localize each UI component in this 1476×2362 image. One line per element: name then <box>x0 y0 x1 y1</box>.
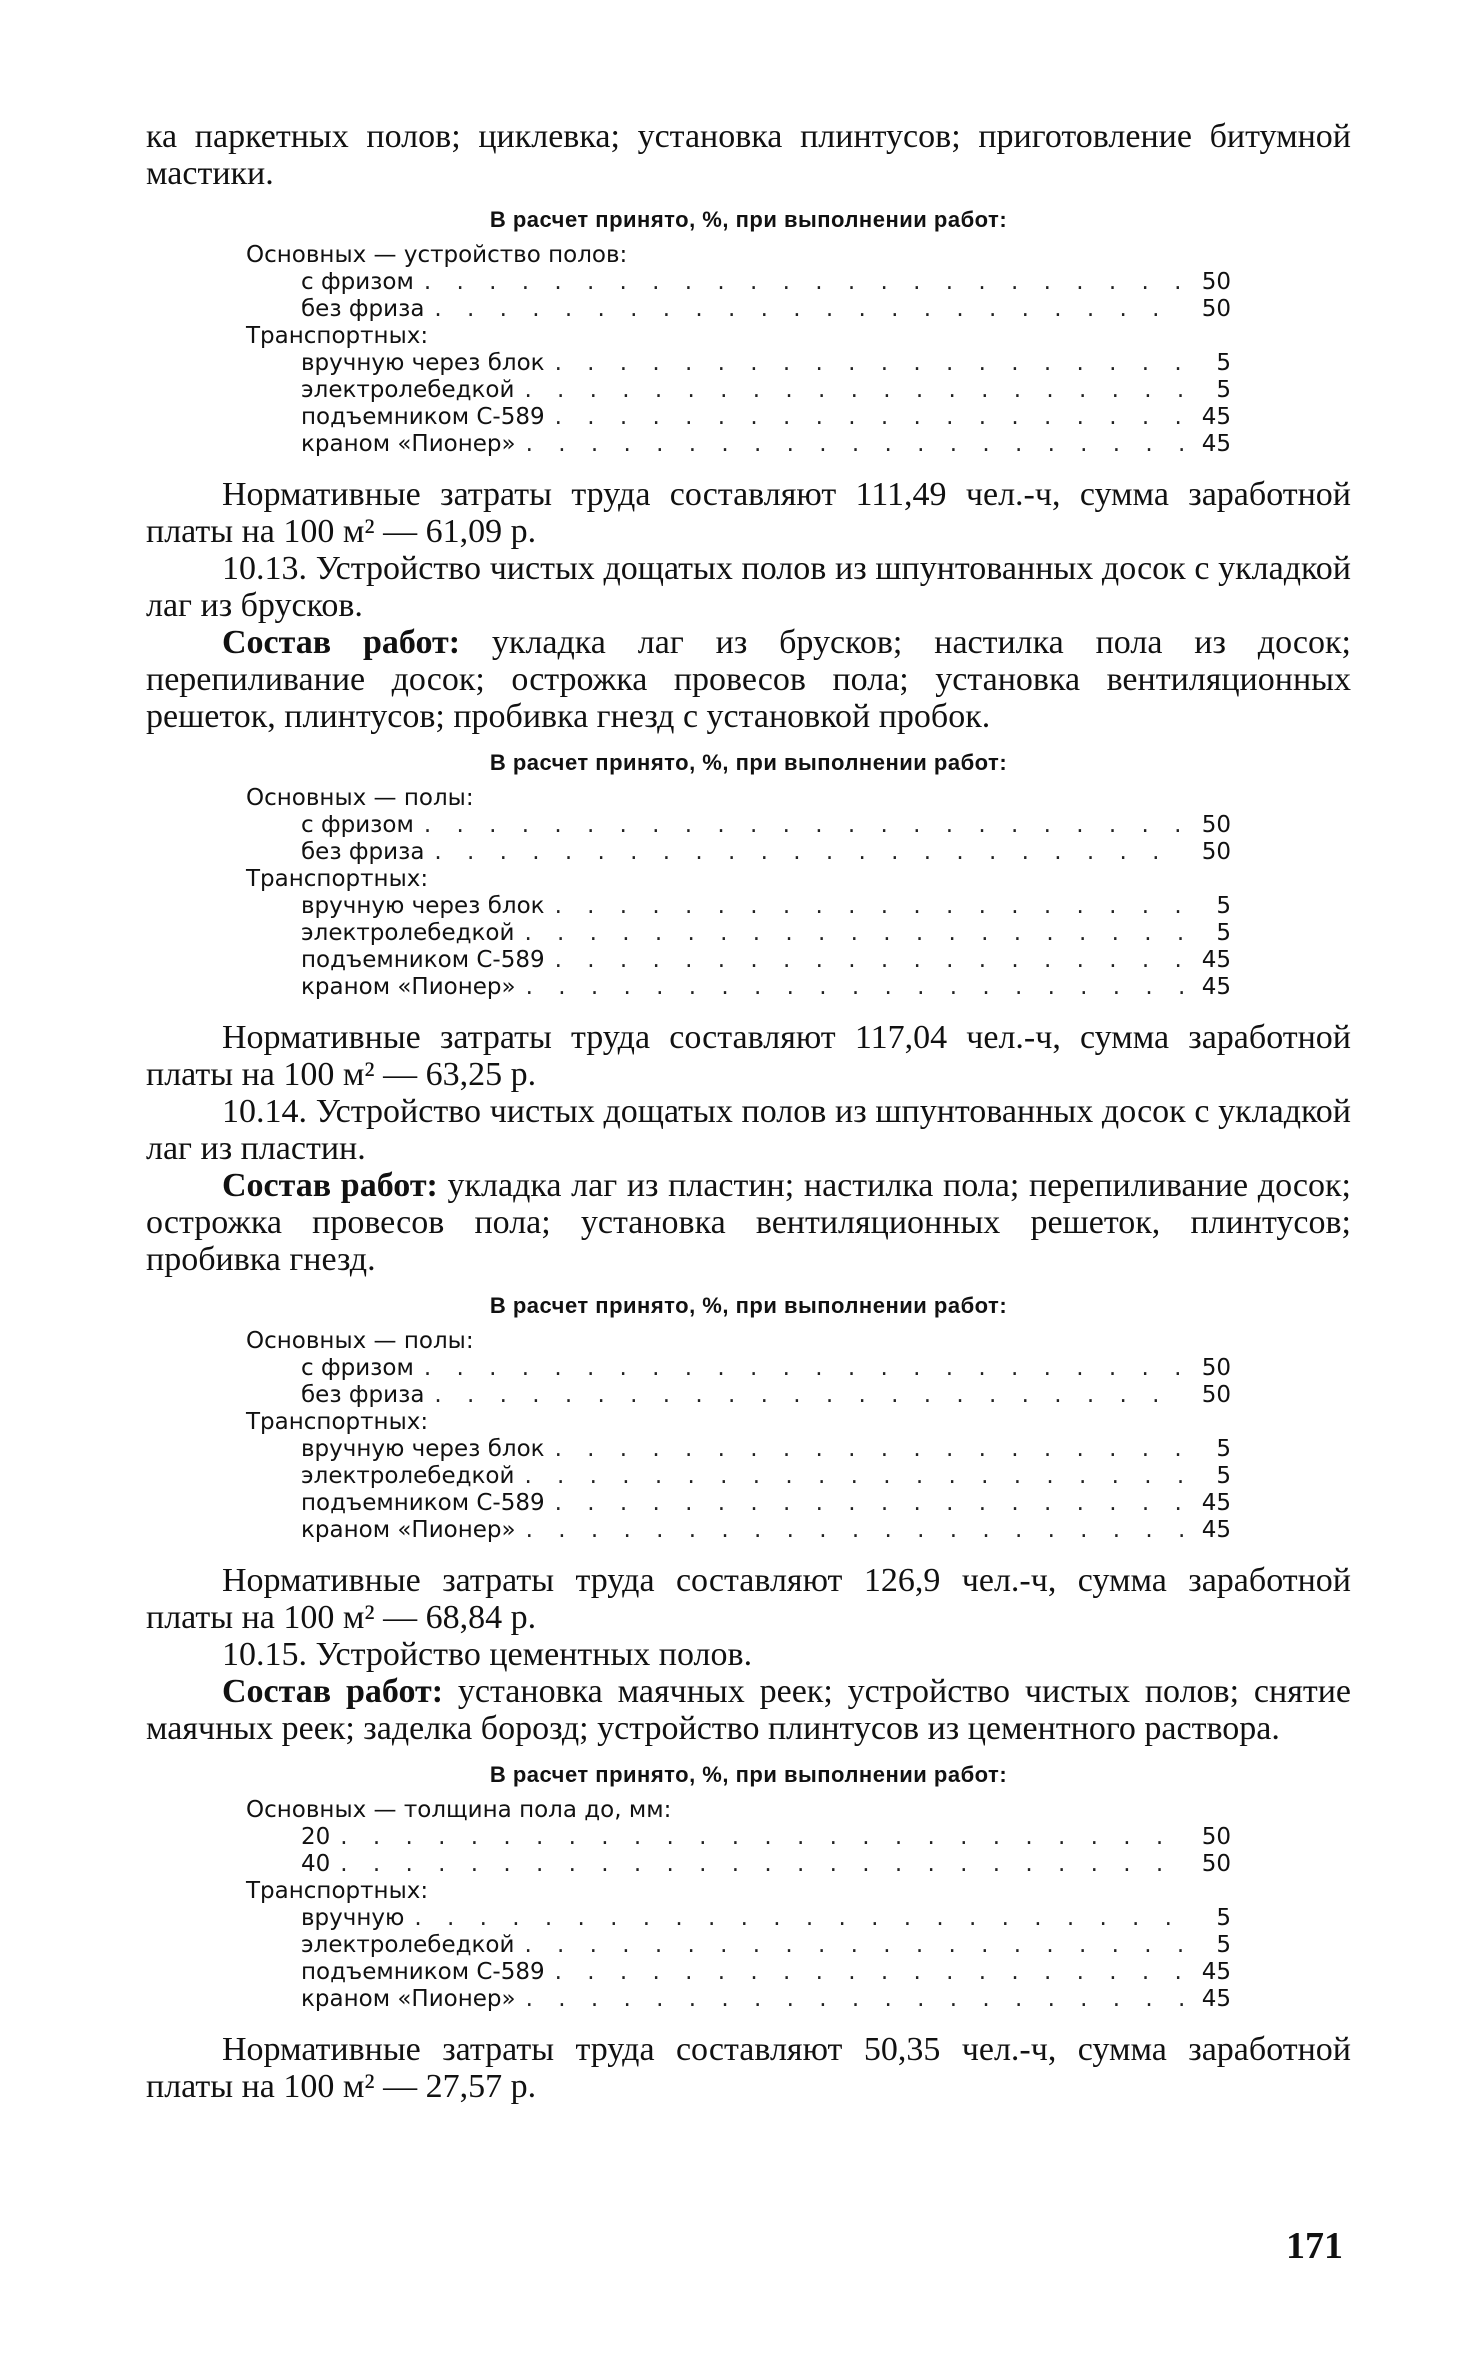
table-row: электролебедкой . . . 5 <box>246 1463 1231 1490</box>
transport-group-label: Транспортных: <box>246 866 429 892</box>
main-group-label: Основных — полы: <box>246 1328 474 1354</box>
page-content <box>146 118 1351 2105</box>
table-row: вручную через блок . . . 5 <box>246 350 1231 377</box>
table-row: 40 . . . 50 <box>246 1851 1231 1878</box>
main-group-label: Основных — толщина пола до, мм: <box>246 1797 672 1823</box>
table-row: с фризом . . . 50 <box>246 269 1231 296</box>
section-10-15-work: Состав работ: установка маячных реек; устройство чистых полов; снятие маячных реек; заделка борозд; устройство плинтусов из цементного раствора. <box>146 1673 1351 1747</box>
table-row: электролебедкой . . . 5 <box>246 920 1231 947</box>
transport-group-label: Транспортных: <box>246 1878 429 1904</box>
table-row: подъемником С-589 . . . 45 <box>246 1490 1231 1517</box>
table-row: подъемником С-589 . . . 45 <box>246 947 1231 974</box>
table-header: В расчет принято, %, при выполнении работ: <box>489 1293 1008 1318</box>
norm-paragraph-1: Нормативные затраты труда составляют 111,49 чел.-ч, сумма заработной платы на 100 м² — 61,09 р. <box>146 476 1351 550</box>
work-distribution-table-2 <box>146 749 1351 1001</box>
table-row: подъемником С-589 . . . 45 <box>246 1959 1231 1986</box>
table-row: краном «Пионер» . . . 45 <box>246 1986 1231 2013</box>
work-distribution-table-4 <box>146 1761 1351 2013</box>
table-row: 20 . . . 50 <box>246 1824 1231 1851</box>
table-header: В расчет принято, %, при выполнении работ: <box>489 207 1008 232</box>
work-distribution-table-1 <box>146 206 1351 458</box>
section-10-15-title: 10.15. Устройство цементных полов. <box>222 1636 753 1673</box>
table-row: без фриза . . . 50 <box>246 1382 1231 1409</box>
section-10-14-title: 10.14. Устройство чистых дощатых полов из шпунтованных досок с укладкой лаг из пластин. <box>146 1093 1351 1167</box>
transport-group-label: Транспортных: <box>246 1409 429 1435</box>
table-row: подъемником С-589 . . . 45 <box>246 404 1231 431</box>
table-row: вручную . . . 5 <box>246 1905 1231 1932</box>
transport-group-label: Транспортных: <box>246 323 429 349</box>
norm-paragraph-4: Нормативные затраты труда составляют 50,35 чел.-ч, сумма заработной платы на 100 м² — 27,57 р. <box>146 2031 1351 2105</box>
table-row: с фризом . . . 50 <box>246 812 1231 839</box>
norm-paragraph-2: Нормативные затраты труда составляют 117,04 чел.-ч, сумма заработной платы на 100 м² — 63,25 р. <box>146 1019 1351 1093</box>
main-group-label: Основных — полы: <box>246 785 474 811</box>
table-header: В расчет принято, %, при выполнении работ: <box>489 1762 1008 1787</box>
norm-paragraph-3: Нормативные затраты труда составляют 126,9 чел.-ч, сумма заработной платы на 100 м² — 68,84 р. <box>146 1562 1351 1636</box>
table-header: В расчет принято, %, при выполнении работ: <box>489 750 1008 775</box>
table-row: электролебедкой . . . 5 <box>246 1932 1231 1959</box>
section-10-14-work: Состав работ: укладка лаг из пластин; настилка пола; перепиливание досок; острожка провесов пола; установка вентиляционных решеток, плинтусов; пробивка гнезд. <box>146 1167 1351 1278</box>
table-row: вручную через блок . . . 5 <box>246 1436 1231 1463</box>
work-distribution-table-3 <box>146 1292 1351 1544</box>
intro-paragraph: ка паркетных полов; циклевка; установка плинтусов; приготовление битумной мастики. <box>146 118 1351 192</box>
table-row: без фриза . . . 50 <box>246 296 1231 323</box>
section-10-13-title: 10.13. Устройство чистых дощатых полов из шпунтованных досок с укладкой лаг из брусков. <box>146 550 1351 624</box>
table-row: краном «Пионер» . . . 45 <box>246 974 1231 1001</box>
table-row: вручную через блок . . . 5 <box>246 893 1231 920</box>
section-10-13-work: Состав работ: укладка лаг из брусков; настилка пола из досок; перепиливание досок; острожка провесов пола; установка вентиляционных решеток, плинтусов; пробивка гнезд с установкой пробок. <box>146 624 1351 735</box>
table-row: электролебедкой . . . 5 <box>246 377 1231 404</box>
page-number: 171 <box>1286 2225 1343 2267</box>
main-group-label: Основных — устройство полов: <box>246 242 628 268</box>
table-row: краном «Пионер» . . . 45 <box>246 431 1231 458</box>
table-row: без фриза . . . 50 <box>246 839 1231 866</box>
table-row: с фризом . . . 50 <box>246 1355 1231 1382</box>
table-row: краном «Пионер» . . . 45 <box>246 1517 1231 1544</box>
